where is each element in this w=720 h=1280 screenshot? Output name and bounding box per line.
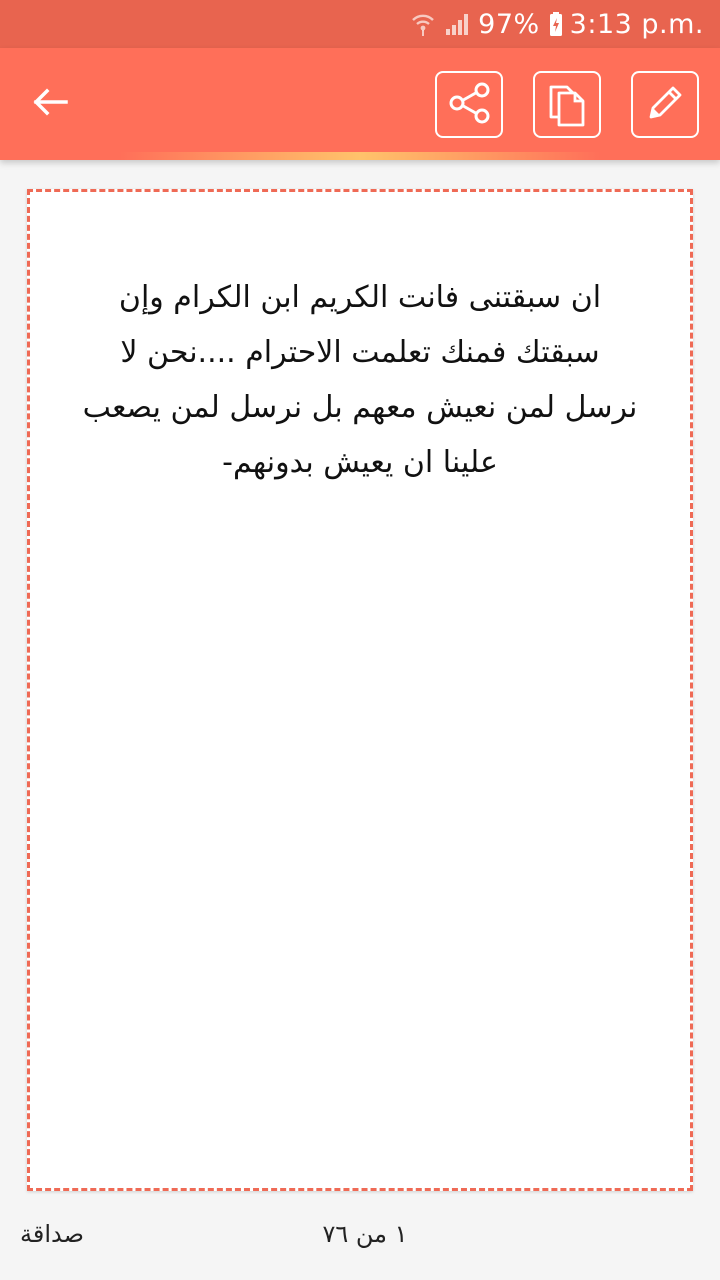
quote-text[interactable]: ان سبقتنى فانت الكريم ابن الكرام وإن سبقتك فمنك تعلمت الاحترام ....نحن لا نرسل لمن نعيش معهم بل نرسل لمن يصعب علينا ان يعيش بدونهم- [82, 280, 638, 480]
back-arrow-icon [30, 86, 70, 122]
category-label: صداقة [20, 1220, 84, 1248]
copy-icon [545, 79, 589, 131]
share-icon [445, 81, 493, 129]
signal-icon [444, 12, 472, 36]
edit-icon [642, 80, 688, 130]
copy-button[interactable] [533, 71, 601, 138]
quote-card [27, 189, 693, 1191]
clock: 3:13 p.m. [569, 8, 704, 40]
wifi-icon [410, 11, 436, 37]
back-button[interactable] [20, 74, 80, 134]
status-bar [0, 0, 720, 48]
share-button[interactable] [435, 71, 503, 138]
app-bar-glow [120, 152, 600, 160]
battery-percent: 97% [478, 8, 540, 40]
battery-charging-icon [548, 11, 564, 37]
page-indicator: ١ من ٧٦ [322, 1220, 408, 1248]
edit-button[interactable] [631, 71, 699, 138]
app-bar [0, 48, 720, 160]
